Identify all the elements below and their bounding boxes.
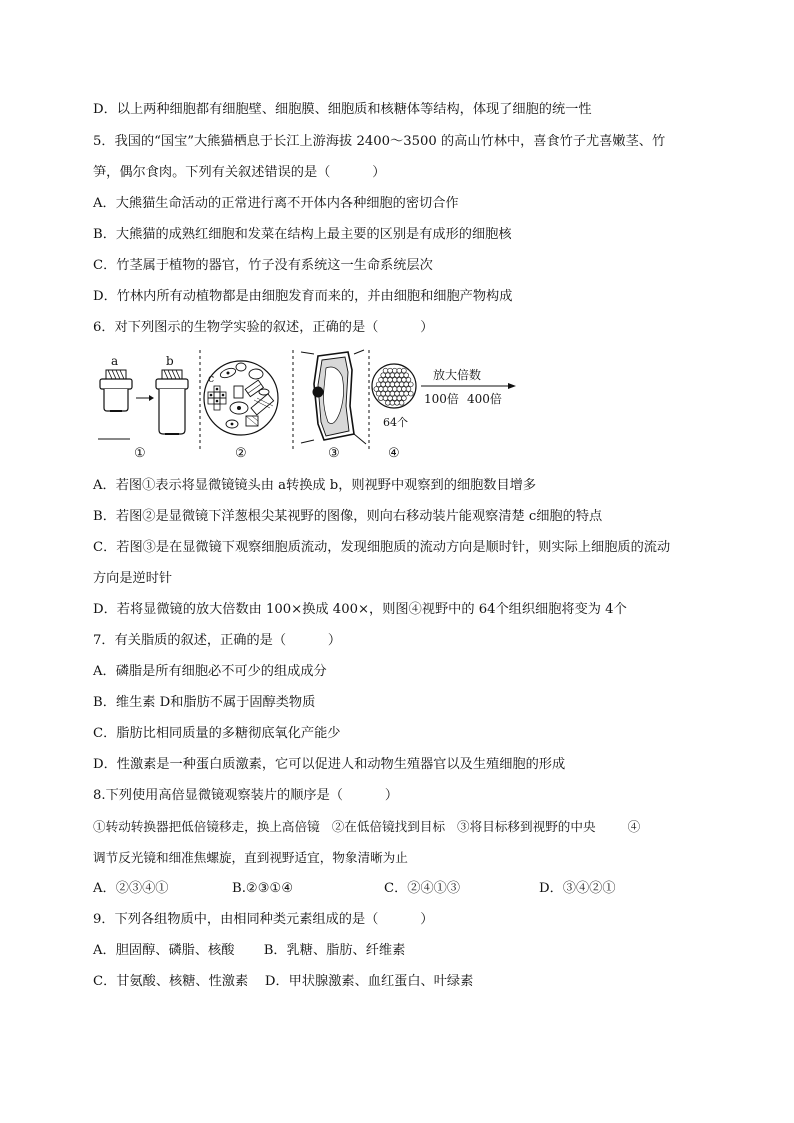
tissue-cell	[408, 391, 413, 396]
magnification-arrow	[421, 383, 516, 389]
tissue-cell	[392, 377, 397, 382]
tissue-cell	[395, 382, 400, 387]
q8-option-c: C．②④①③	[384, 881, 461, 896]
tissue-cell	[408, 382, 413, 387]
tissue-cell	[399, 391, 404, 396]
q8-option-a: A．②③④①	[93, 881, 169, 896]
tissue-cell	[379, 387, 384, 392]
panel-4-label: ④	[388, 446, 400, 461]
q5-option-d: D．竹林内所有动植物都是由细胞发育而来的，并由细胞和细胞产物构成	[93, 289, 513, 304]
tissue-cell	[381, 382, 386, 387]
tissue-cell	[397, 396, 402, 401]
tissue-cell	[406, 377, 411, 382]
tissue-cell	[404, 373, 409, 378]
tissue-cell	[381, 373, 386, 378]
plant-cell	[301, 350, 366, 444]
panel-2-label: ②	[235, 446, 247, 461]
tissue-cell	[385, 391, 390, 396]
objective-lens-a	[100, 370, 132, 411]
tissue-cell	[385, 382, 390, 387]
q7-option-d: D．性激素是一种蛋白质激素，它可以促进人和动物生殖器官以及生殖细胞的形成	[93, 757, 566, 772]
tissue-cell	[383, 396, 388, 401]
tissue-cell	[383, 377, 388, 382]
tissue-cell	[397, 377, 402, 382]
tissue-cell	[388, 368, 393, 373]
q8-steps-line1: ①转动转换器把低倍镜移走，换上高倍镜 ②在低倍镜找到目标 ③将目标移到视野的中央 ④	[93, 819, 641, 834]
tissue-cell	[388, 377, 393, 382]
tissue-cell	[392, 368, 397, 373]
cell-label-c: c	[208, 372, 215, 385]
q7-option-b: B．维生素 D和脂肪不属于固醇类物质	[93, 695, 316, 710]
q9-options-ab: A．胆固醇、磷脂、核酸 B．乳糖、脂肪、纤维素	[93, 943, 406, 958]
tissue-cell	[399, 373, 404, 378]
tissue-cell	[379, 377, 384, 382]
tissue-cell	[376, 391, 381, 396]
tissue-cell	[385, 400, 390, 405]
q6-option-c-line2: 方向是逆时针	[93, 571, 173, 586]
q8-steps-line2: 调节反光镜和细准焦螺旋，直到视野适宜，物象清晰为止	[93, 850, 408, 865]
tissue-cell	[402, 368, 407, 373]
tissue-cell	[397, 387, 402, 392]
q5-stem-line2: 笋，偶尔食肉。下列有关叙述错误的是（ ）	[93, 165, 386, 180]
tissue-cell	[397, 368, 402, 373]
q6-stem: 6．对下列图示的生物学实验的叙述，正确的是（ ）	[93, 320, 434, 335]
lens-label-b: b	[166, 354, 174, 368]
tissue-cell	[388, 387, 393, 392]
objective-lens-b	[156, 370, 188, 434]
tissue-cell	[392, 396, 397, 401]
cell-cluster-64	[372, 364, 416, 408]
q6-option-d: D．若将显微镜的放大倍数由 100×换成 400×，则图④视野中的 64个组织细胞将变为 4个	[93, 602, 627, 617]
tissue-cell	[399, 382, 404, 387]
panel-1-label: ①	[134, 446, 146, 461]
tissue-cell	[376, 382, 381, 387]
q5-option-c: C．竹茎属于植物的器官，竹子没有系统这一生命系统层次	[93, 258, 433, 273]
tissue-cell	[374, 387, 379, 392]
tissue-cell	[388, 396, 393, 401]
tissue-cell	[390, 391, 395, 396]
q5-stem-line1: 5．我国的“国宝”大熊猫栖息于长江上游海拔 2400～3500 的高山竹林中，喜食竹子尤喜嫩茎、竹	[93, 134, 666, 149]
tissue-cell	[395, 400, 400, 405]
q7-option-c: C．脂肪比相同质量的多糖彻底氧化产能少	[93, 726, 341, 741]
q6-option-c-line1: C．若图③是在显微镜下观察细胞质流动，发现细胞质的流动方向是顺时针，则实际上细胞质的流动	[93, 540, 671, 555]
tissue-cell	[404, 391, 409, 396]
cell-count-label: 64个	[383, 416, 408, 429]
q4-option-d: D．以上两种细胞都有细胞壁、细胞膜、细胞质和核糖体等结构，体现了细胞的统一性	[93, 102, 592, 117]
q6-option-a: A．若图①表示将显微镜镜头由 a转换成 b，则视野中观察到的细胞数目增多	[93, 478, 537, 493]
tissue-cell	[399, 400, 404, 405]
tissue-cell	[381, 391, 386, 396]
tissue-cell	[390, 373, 395, 378]
tissue-cell	[402, 396, 407, 401]
magnification-400: 400倍	[467, 392, 502, 406]
q9-stem: 9．下列各组物质中，由相同种类元素组成的是（ ）	[93, 912, 434, 927]
q7-option-a: A．磷脂是所有细胞必不可少的组成成分	[93, 664, 327, 679]
lens-label-a: a	[111, 354, 119, 368]
q8-option-d: D．③④②①	[539, 881, 616, 896]
tissue-cell	[402, 387, 407, 392]
magnification-100: 100倍	[424, 392, 459, 406]
tissue-cell	[383, 368, 388, 373]
tissue-cell	[392, 387, 397, 392]
root-tip-field	[204, 361, 278, 435]
q5-option-a: A．大熊猫生命活动的正常进行离不开体内各种细胞的密切合作	[93, 196, 459, 211]
tissue-cell	[385, 373, 390, 378]
tissue-cell	[395, 373, 400, 378]
q7-stem: 7．有关脂质的叙述，正确的是（ ）	[93, 633, 342, 648]
q9-options-cd: C．甘氨酸、核糖、性激素 D．甲状腺激素、血红蛋白、叶绿素	[93, 974, 474, 989]
tissue-cell	[406, 387, 411, 392]
tissue-cell	[390, 400, 395, 405]
tissue-cell	[402, 377, 407, 382]
tissue-cell	[390, 382, 395, 387]
tissue-cell	[383, 387, 388, 392]
q5-option-b: B．大熊猫的成熟红细胞和发菜在结构上最主要的区别是有成形的细胞核	[93, 227, 512, 242]
tissue-cell	[379, 396, 384, 401]
q8-option-b: B.②③①④	[232, 881, 294, 896]
q8-stem: 8.下列使用高倍显微镜观察装片的顺序是（ ）	[93, 788, 399, 803]
tissue-cell	[404, 382, 409, 387]
q6-option-b: B．若图②是显微镜下洋葱根尖某视野的图像，则向右移动装片能观察清楚 c细胞的特点	[93, 509, 603, 524]
microscope-figure	[96, 348, 526, 463]
tissue-cell	[395, 391, 400, 396]
panel-3-label: ③	[328, 446, 340, 461]
magnification-label: 放大倍数	[433, 368, 482, 382]
